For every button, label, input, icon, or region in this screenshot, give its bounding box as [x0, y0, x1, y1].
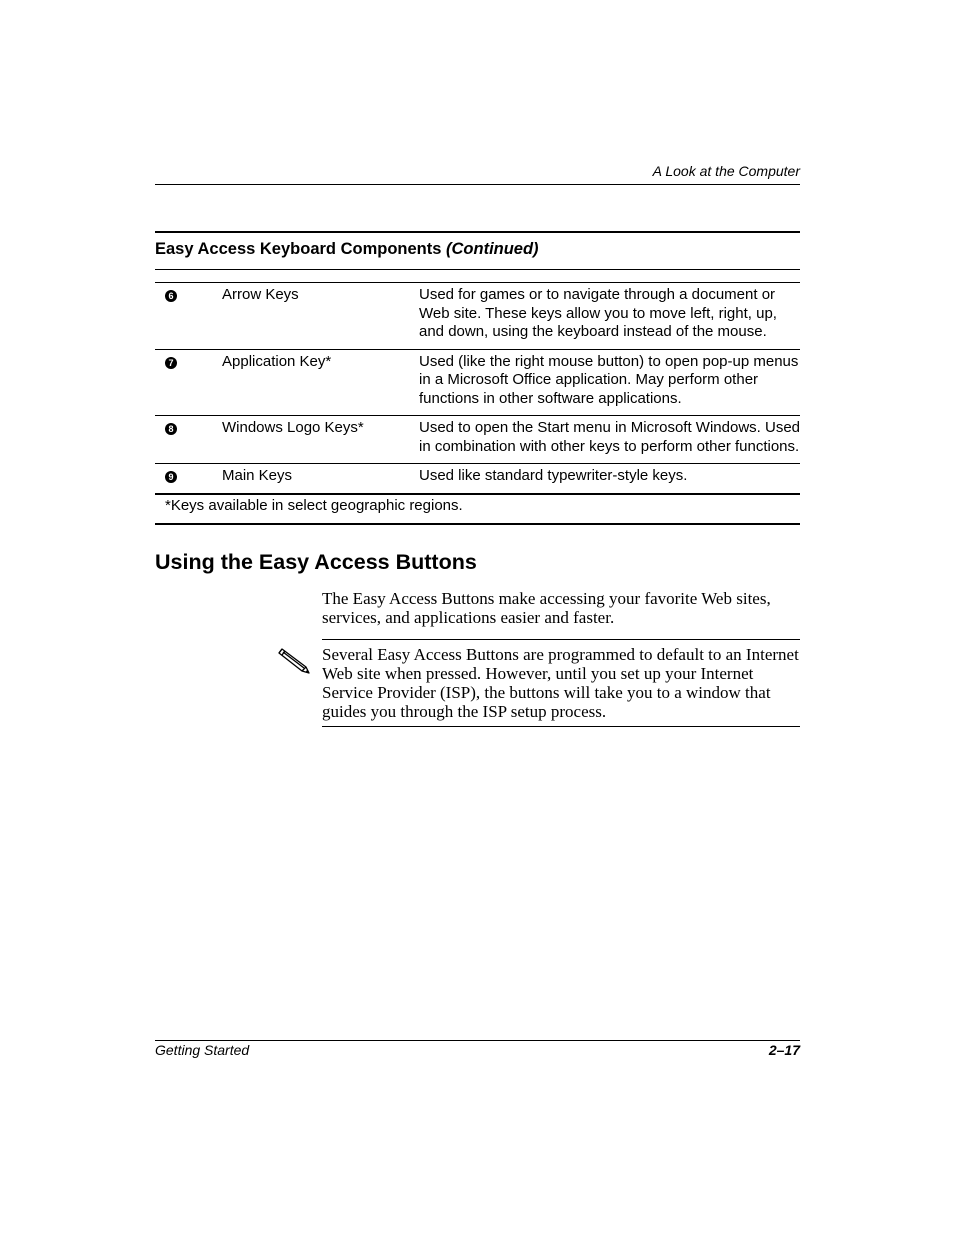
header-rule [155, 184, 800, 185]
page-number: 2–17 [768, 1042, 800, 1058]
table-title [155, 240, 539, 259]
component-name: Application Key* [222, 352, 332, 370]
callout-number: 7 [165, 357, 177, 369]
callout-number: 6 [165, 290, 177, 302]
component-name: Windows Logo Keys* [222, 419, 364, 436]
note-top-rule [322, 639, 800, 640]
table-footnote: *Keys available in select geographic regions. [165, 496, 463, 514]
callout-number: 8 [165, 423, 177, 435]
table-title-text: Easy Access Keyboard Components [155, 240, 442, 258]
table-row [155, 283, 800, 350]
footer-book-title: Getting Started [155, 1042, 250, 1058]
table-title-rule [155, 269, 800, 270]
note-bottom-rule [322, 726, 800, 727]
table-row [155, 464, 800, 494]
note-text: Several Easy Access Buttons are programmed to default to an Internet Web site when pressed. However, until you set up your Internet Service Provider (ISP), the buttons will take you to a window that guides you through the ISP setup process. [322, 645, 799, 721]
table-row [155, 416, 800, 464]
running-header: A Look at the Computer [652, 163, 800, 179]
table-title-suffix: (Continued) [446, 240, 539, 258]
footer-rule [155, 1040, 800, 1041]
section-paragraph: The Easy Access Buttons make accessing your favorite Web sites, services, and applications easier and faster. [322, 589, 771, 627]
component-name: Main Keys [222, 467, 293, 484]
table-top-rule [155, 231, 800, 233]
component-description: Used like standard typewriter-style keys. [419, 467, 688, 484]
keyboard-components-table [155, 282, 800, 525]
table-footnote-row [155, 494, 800, 525]
callout-number: 9 [165, 471, 177, 483]
section-heading: Using the Easy Access Buttons [155, 550, 477, 574]
component-description: Used for games or to navigate through a document or Web site. These keys allow you to move left, right, up, and down, using the keyboard instead of the mouse. [419, 286, 777, 340]
component-name: Arrow Keys [222, 286, 299, 303]
table-row [155, 349, 800, 416]
component-description: Used (like the right mouse button) to open pop-up menus in a Microsoft Office application. May perform other functions in other software applications. [419, 352, 799, 407]
pencil-note-icon [278, 646, 314, 676]
component-description: Used to open the Start menu in Microsoft Windows. Used in combination with other keys to perform other functions. [419, 419, 801, 455]
